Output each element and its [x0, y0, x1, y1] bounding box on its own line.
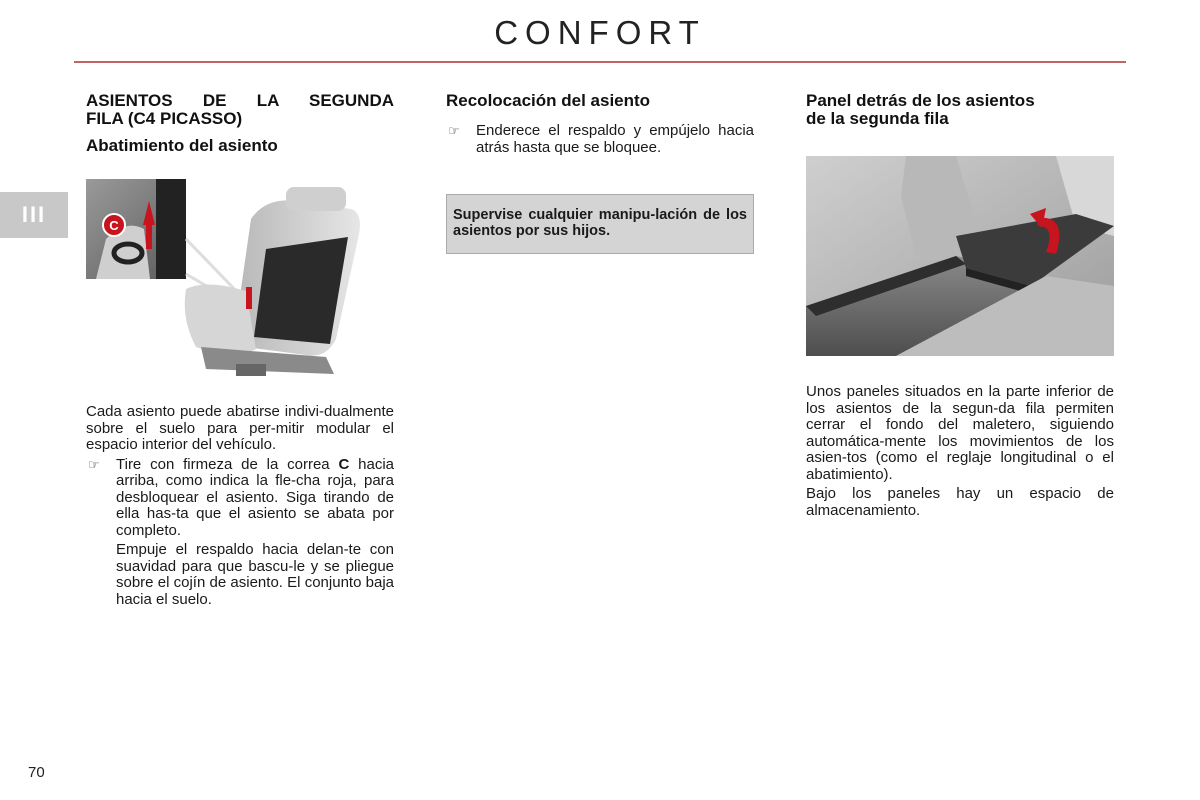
section-heading-line2: FILA (C4 PICASSO): [86, 109, 243, 128]
folding-instruction-end: hacia arriba, como indica la fle-cha roja, para desbloquear el asiento. Siga tirando de ella has-ta que el asiento se abata por completo.: [116, 455, 394, 539]
seat-illustration-svg: [86, 179, 366, 384]
rear-panel-illustration: [806, 156, 1114, 356]
column-seat-repositioning: [446, 92, 754, 254]
page-title: CONFORT: [494, 14, 706, 51]
folding-instruction-start: Tire con firmeza de la correa: [116, 455, 339, 473]
repositioning-heading: Recolocación del asiento: [446, 91, 651, 110]
page-number: 70: [28, 764, 45, 781]
header-divider: [74, 61, 1126, 63]
seat-cushion: [185, 284, 256, 354]
column-seat-folding: [86, 92, 394, 608]
repositioning-instruction: [446, 123, 754, 156]
strap-label: C: [338, 455, 350, 473]
figure-callout-label: C: [109, 218, 119, 233]
folding-instruction-text: [116, 457, 394, 540]
panel-heading-line2: de la segunda fila: [806, 109, 949, 128]
folding-instruction: [86, 457, 394, 540]
seat-headrest: [286, 187, 346, 211]
column-rear-panel: [806, 92, 1114, 519]
folding-continuation-text: Empuje el respaldo hacia delan-te con suavidad para que bascu-le y se pliegue sobre el cojín de asiento. El conjunto baja hacia el suelo.: [116, 541, 394, 608]
seat-folding-illustration: [86, 179, 366, 384]
pointing-hand-icon: ☞: [88, 456, 100, 472]
panel-heading: [806, 92, 1114, 128]
section-heading: [86, 92, 394, 128]
safety-warning-box: Supervise cualquier manipu-lación de los asientos por sus hijos.: [446, 194, 754, 254]
section-heading-line1: ASIENTOS DE LA SEGUNDA: [86, 91, 394, 110]
pointing-hand-icon: ☞: [448, 123, 460, 138]
panel-heading-line1: Panel detrás de los asientos: [806, 91, 1035, 110]
repositioning-instruction-text: Enderece el respaldo y empújelo hacia atrás hasta que se bloquee.: [476, 122, 754, 156]
subheading-folding: Abatimiento del asiento: [86, 136, 278, 155]
storage-note-text: Bajo los paneles hay un espacio de almacenamiento.: [806, 485, 1114, 519]
panel-description-text: Unos paneles situados en la parte inferior de los asientos de la segun-da fila permiten cerrar el fondo del maletero, siguiendo automática-mente los movimientos de los asien-tos (como el reglaje longitudinal o el abatimiento).: [806, 383, 1114, 483]
folding-intro-text: Cada asiento puede abatirse indivi-dualmente sobre el suelo para per-mitir modular el espacio interior del vehículo.: [86, 403, 394, 453]
chapter-tab: III: [0, 192, 68, 238]
